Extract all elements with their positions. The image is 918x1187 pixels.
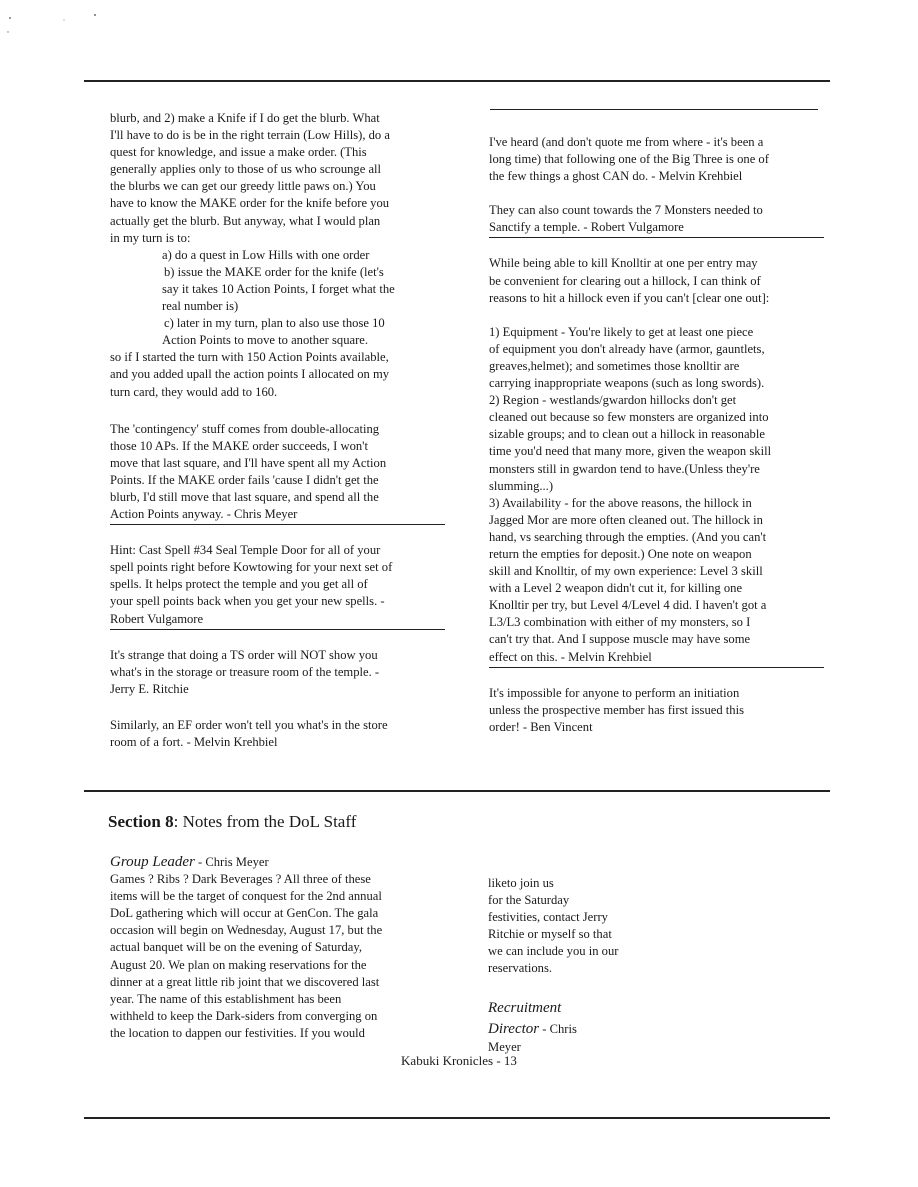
text-line: in my turn is to: (110, 230, 191, 245)
recruitment-role-cont: Director (488, 1021, 540, 1037)
bottom-rule (84, 1117, 830, 1119)
text-line: what's in the storage or treasure room of the temple. - (110, 664, 380, 679)
signed-line: Action Points anyway. - Chris Meyer (110, 506, 445, 525)
text-line: long time) that following one of the Big Three is one of (489, 152, 769, 167)
text-line: blurb, and 2) make a Knife if I do get the blurb. What (110, 111, 380, 125)
text-line: order! - Ben Vincent (489, 719, 593, 734)
text-line: greaves,helmet); and sometimes those knolltir are (489, 358, 740, 373)
signed-line: Sanctify a temple. - Robert Vulgamore (489, 219, 824, 238)
list-line: say it takes 10 Action Points, I forget what the (162, 281, 395, 296)
top-rule (84, 80, 830, 82)
text-line: Hint: Cast Spell #34 Seal Temple Door for all of your (110, 543, 381, 558)
text-line: unless the prospective member has first issued this (489, 702, 744, 717)
reasons-list (489, 324, 824, 668)
group-leader-role: Group Leader (110, 854, 195, 870)
text-line: move that last square, and I'll have spent all my Action (110, 455, 387, 470)
text-line: quest for knowledge, and issue a make order. (This (110, 145, 367, 160)
text-line: actually get the blurb. But anyway, what I would plan (110, 213, 381, 228)
text-line: of equipment you don't already have (armor, gauntlets, (489, 341, 765, 356)
text-line: 2) Region - westlands/gwardon hillocks don't get (489, 393, 737, 408)
text-line: year. The name of this establishment has been (110, 991, 342, 1006)
text-line: slumming...) (489, 478, 554, 493)
text-line: Points. If the MAKE order fails 'cause I didn't get the (110, 472, 379, 487)
knolltir-paragraph (489, 255, 824, 306)
ts-paragraph (110, 647, 445, 698)
initiation-paragraph (489, 685, 824, 736)
text-line: we can include you in our (488, 944, 619, 959)
recruitment-name: - Chris (539, 1022, 577, 1036)
text-line: room of a fort. - Melvin Krehbiel (110, 735, 278, 749)
section-heading (108, 812, 356, 832)
text-line: those 10 APs. If the MAKE order succeeds, I won't (110, 438, 368, 453)
text-line: be convenient for clearing out a hillock, I can think of (489, 273, 761, 288)
right-column (489, 134, 824, 736)
text-line: return the empties for deposit.) One note on weapon (489, 546, 752, 561)
text-line: blurb, I'd still move that last square, and spend all the (110, 489, 379, 504)
text-line: Jagged Mor are more often cleaned out. The hillock in (489, 512, 763, 527)
ef-paragraph (110, 717, 445, 751)
text-line: The 'contingency' stuff comes from double-allocating (110, 421, 380, 436)
text-line: cleaned out because so few monsters are organized into (489, 410, 769, 425)
text-line: items will be the target of conquest for the 2nd annual (110, 889, 382, 904)
text-line: Jerry E. Ritchie (110, 681, 189, 696)
text-line: While being able to kill Knolltir at one per entry may (489, 256, 758, 271)
text-line: dinner at a great little rib joint that we discovered last (110, 974, 380, 989)
text-line: I'll have to do is be in the right terrain (Low Hills), do a (110, 128, 390, 143)
scan-specks (0, 0, 140, 40)
text-line: withheld to keep the Dark-siders from converging on (110, 1008, 378, 1023)
text-line: the blurbs we can get our greedy little paws on.) You (110, 179, 376, 194)
text-line: have to know the MAKE order for the knife before you (110, 196, 390, 211)
list-line: c) later in my turn, plan to also use those 10 (164, 316, 385, 331)
text-line: liketo join us (488, 876, 554, 890)
recruitment-block (488, 998, 688, 1055)
section-rule (84, 790, 830, 792)
sanctify-paragraph (489, 202, 824, 238)
list-line: a) do a quest in Low Hills with one order (162, 247, 370, 262)
list-line: real number is) (162, 299, 239, 314)
recruitment-name-cont: Meyer (488, 1040, 521, 1054)
text-line: L3/L3 combination with either of my monsters, so I (489, 615, 751, 630)
text-line: Knolltir per try, but Level 4/Level 4 did. I haven't got a (489, 598, 767, 613)
text-line: generally applies only to those of us who scrounge all (110, 162, 382, 177)
group-leader-name: - Chris Meyer (194, 855, 269, 869)
list-line: Action Points to move to another square. (162, 333, 369, 348)
text-line: monsters still in gwardon tend to have.(Unless they're (489, 461, 760, 476)
knife-paragraph (110, 110, 445, 401)
text-line: and you added upall the action points I allocated on my (110, 367, 390, 382)
signed-line: effect on this. - Melvin Krehbiel (489, 649, 824, 668)
text-line: It's impossible for anyone to perform an initiation (489, 685, 740, 700)
recruitment-role: Recruitment (488, 1000, 562, 1016)
text-line: skill and Knolltir, of my own experience: Level 3 skill (489, 564, 763, 579)
text-line: the location to dappen our festivities. If you would (110, 1025, 365, 1040)
text-line: Similarly, an EF order won't tell you what's in the store (110, 717, 388, 732)
right-column-top-rule (490, 109, 818, 110)
text-line: so if I started the turn with 150 Action Points available, (110, 350, 389, 365)
text-line: carrying inappropriate weapons (such as long swords). (489, 376, 765, 391)
text-line: 3) Availability - for the above reasons, the hillock in (489, 495, 752, 510)
signed-line: Robert Vulgamore (110, 611, 445, 630)
text-line: Ritchie or myself so that (488, 927, 612, 942)
ghost-paragraph (489, 134, 824, 185)
text-line: time you'd need that many more, given the weapon skill (489, 444, 772, 459)
gathering-continued (488, 875, 688, 978)
contingency-paragraph (110, 421, 445, 526)
text-line: DoL gathering which will occur at GenCon. The gala (110, 906, 379, 921)
text-line: can't try that. And I suppose muscle may have some (489, 632, 751, 647)
list-line: b) issue the MAKE order for the knife (let's (164, 264, 384, 279)
page-footer: Kabuki Kronicles - 13 (401, 1053, 517, 1068)
text-line: They can also count towards the 7 Monsters needed to (489, 203, 763, 218)
text-line: the few things a ghost CAN do. - Melvin Krehbiel (489, 169, 743, 184)
text-line: reservations. (488, 961, 552, 976)
left-column (110, 110, 445, 751)
text-line: actual banquet will be on the evening of Saturday, (110, 940, 363, 955)
text-line: I've heard (and don't quote me from where - it's been a (489, 135, 764, 149)
text-line: hand, vs searching through the empties. (And you can't (489, 529, 767, 544)
section-title: : Notes from the DoL Staff (173, 812, 357, 831)
text-line: festivities, contact Jerry (488, 910, 608, 925)
text-line: with a Level 2 weapon didn't cut it, for killing one (489, 581, 743, 596)
text-line: sizable groups; and to clean out a hillock in reasonable (489, 427, 765, 442)
text-line: occasion will begin on Wednesday, August 17, but the (110, 923, 383, 938)
group-leader-block (110, 854, 445, 1042)
text-line: turn card, they would add to 160. (110, 384, 278, 399)
text-line: It's strange that doing a TS order will NOT show you (110, 647, 378, 662)
hint-paragraph (110, 542, 445, 629)
section-number: Section 8 (108, 812, 174, 831)
text-line: for the Saturday (488, 893, 570, 908)
text-line: spell points right before Kowtowing for your next set of (110, 560, 393, 575)
text-line: Games ? Ribs ? Dark Beverages ? All three of these (110, 872, 371, 887)
text-line: spells. It helps protect the temple and you get all of (110, 577, 368, 592)
text-line: 1) Equipment - You're likely to get at least one piece (489, 324, 754, 339)
text-line: your spell points back when you get your new spells. - (110, 594, 385, 609)
text-line: reasons to hit a hillock even if you can't [clear one out]: (489, 290, 770, 305)
text-line: August 20. We plan on making reservations for the (110, 957, 367, 972)
